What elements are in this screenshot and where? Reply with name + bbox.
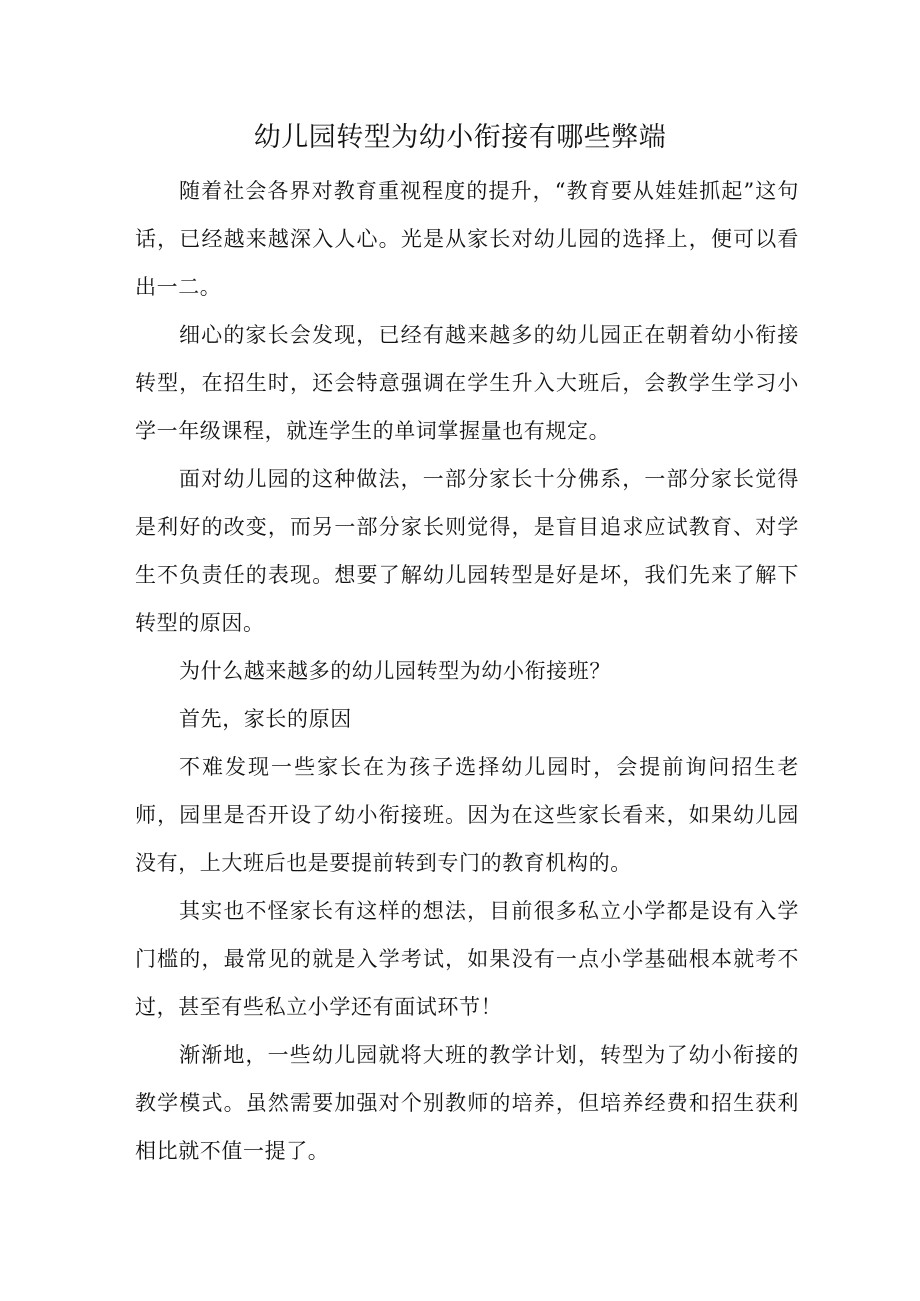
- paragraph-4-question-heading: 为什么越来越多的幼儿园转型为幼小衔接班？: [179, 659, 611, 683]
- paragraph-7: 其实也不怪家长有这样的想法，目前很多私立小学都是设有入学门槛的，最常见的就是入学考试，如果没有一点小学基础根本就考不过，甚至有些私立小学还有面试环节！: [135, 899, 799, 1019]
- paragraph-6: 不难发现一些家长在为孩子选择幼儿园时，会提前询问招生老师，园里是否开设了幼小衔接班。因为在这些家长看来，如果幼儿园没有，上大班后也是要提前转到专门的教育机构的。: [135, 755, 799, 875]
- paragraph-8: 渐渐地，一些幼儿园就将大班的教学计划，转型为了幼小衔接的教学模式。虽然需要加强对个别教师的培养，但培养经费和招生获利相比就不值一提了。: [135, 1043, 799, 1163]
- paragraph-1: 随着社会各界对教育重视程度的提升，“教育要从娃娃抓起”这句话，已经越来越深入人心。光是从家长对幼儿园的选择上，便可以看出一二。: [135, 179, 799, 299]
- paragraph-5-subheading: 首先，家长的原因: [179, 707, 352, 731]
- document-title: 幼儿园转型为幼小衔接有哪些弊端: [253, 122, 667, 153]
- paragraph-3: 面对幼儿园的这种做法，一部分家长十分佛系，一部分家长觉得是利好的改变，而另一部分家长则觉得，是盲目追求应试教育、对学生不负责任的表现。想要了解幼儿园转型是好是坏，我们先来了解下转型的原因。: [135, 467, 799, 635]
- paragraph-2: 细心的家长会发现，已经有越来越多的幼儿园正在朝着幼小衔接转型，在招生时，还会特意强调在学生升入大班后，会教学生学习小学一年级课程，就连学生的单词掌握量也有规定。: [135, 323, 799, 443]
- document-body: [135, 167, 799, 1175]
